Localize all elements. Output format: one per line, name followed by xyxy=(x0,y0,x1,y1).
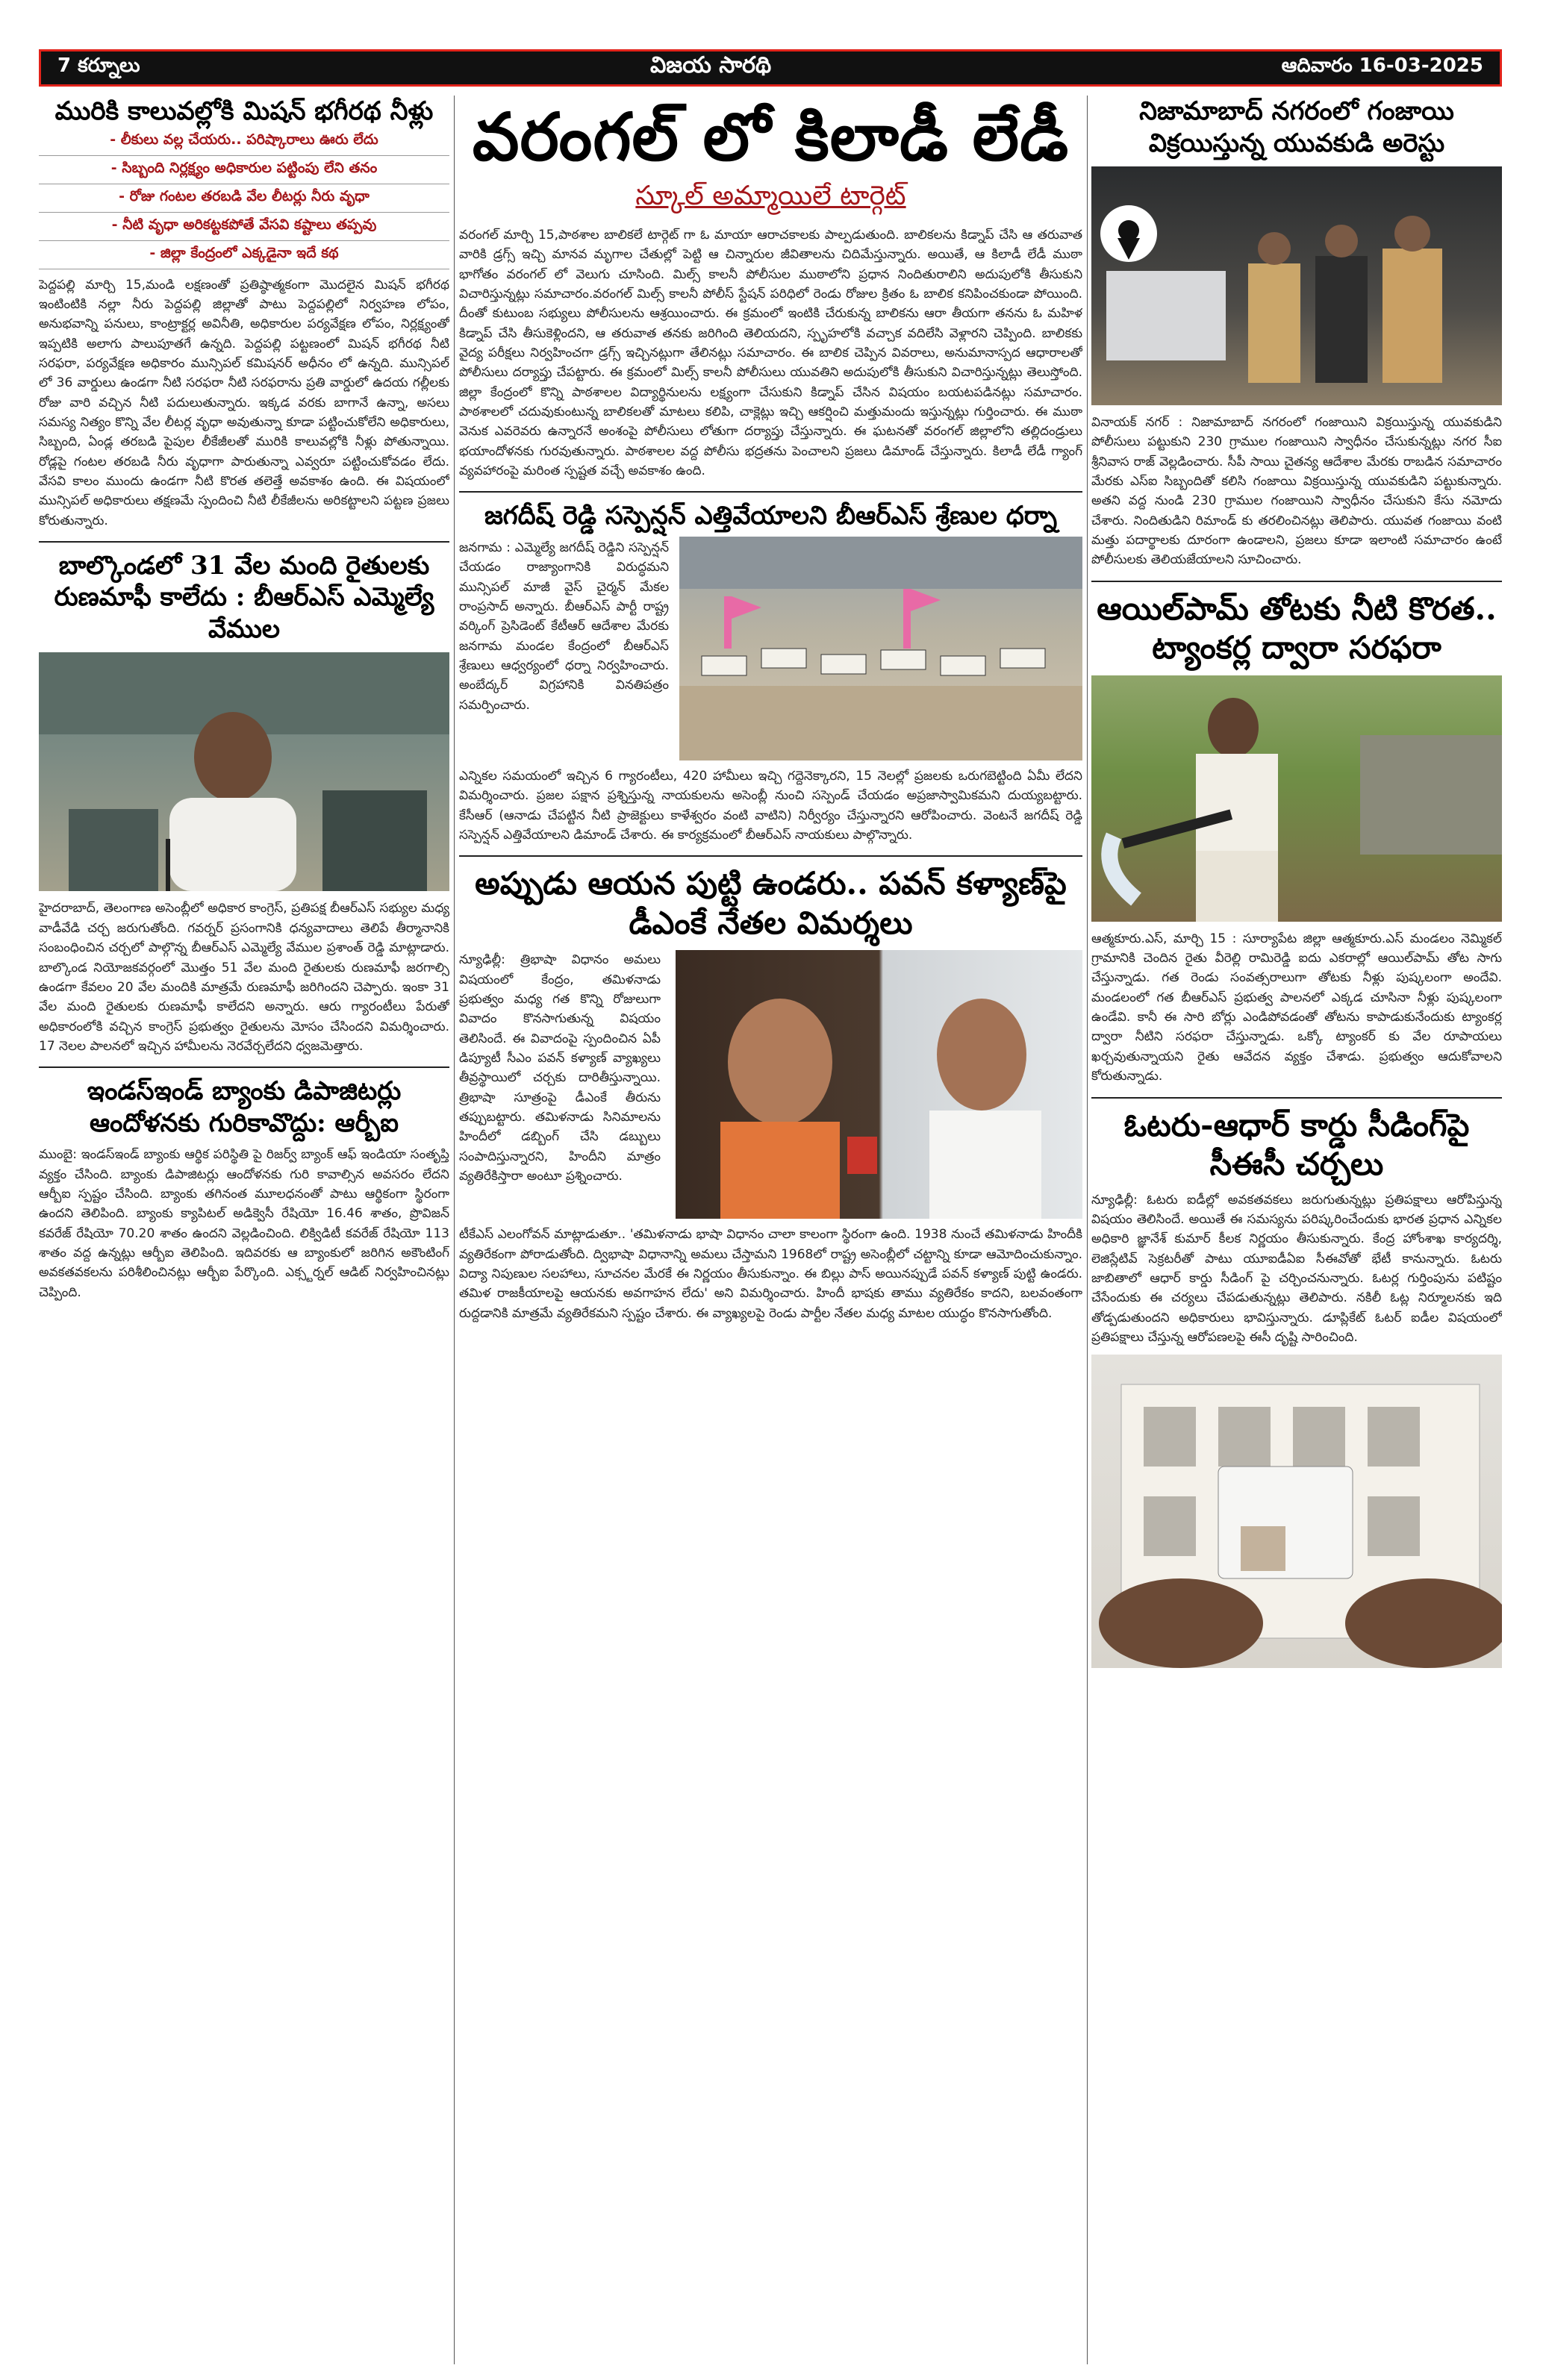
article-body: వినాయక్ నగర్ : నిజామాబాద్ నగరంలో గంజాయిని విక్రయిస్తున్న యువకుడిని పోలీసులు పట్టుకుని 230 గ్రాముల గంజాయిని స్వాధీనం చేసుకున్నట్లు నగర సీఐ శ్రీనివాస రాజ్ వెల్లడించారు. సీపీ సాయి చైతన్య ఆదేశాల మేరకు రాబడిన సమాచారం మేరకు ఎస్ఐ సిబ్బందితో కలిసి గంజాయి విక్రయిస్తున్న యువకుడిని పట్టుకున్నారు. అతని వద్ద నుండి 230 గ్రాముల గంజాయిని స్వాధీనం చేసుకుని కేసు నమోదు చేశారు. నిందితుడిని రిమాండ్ కు తరలించినట్లు తెలిపారు. యువత గంజాయి వంటి మత్తు పదార్థాలకు దూరంగా ఉండాలని, ప్రజలు కూడా ఇలాంటి సమాచారం ఉంటే పోలీసులకు తెలియజేయాలని సూచించారు. xyxy=(1091,415,1502,568)
masthead xyxy=(39,49,1502,87)
article-body: ముంబై: ఇండస్ఇండ్ బ్యాంకు ఆర్థిక పరిస్థితి పై రిజర్వ్ బ్యాంక్ ఆఫ్ ఇండియా సంతృప్తి వ్యక్తం చేసింది. బ్యాంకు డిపాజిటర్లు ఆందోళనకు గురి కావాల్సిన అవసరం లేదని ఆర్బీఐ స్పష్టం చేసింది. బ్యాంకు తగినంత మూలధనంతో పాటు ఆర్థికంగా స్థిరంగా ఉందని తెలిపింది. బ్యాంకు క్యాపిటల్ అడిక్వెసీ రేషియో 16.46 శాతం, ప్రొవిజన్ కవరేజ్ రేషియో 70.20 శాతం ఉందని వెల్లడించింది. లిక్విడిటీ కవరేజ్ రేషియో 113 శాతం వద్ద ఉన్నట్లు ఆర్బీఐ తెలిపింది. ఇదివరకు ఆ బ్యాంకులో జరిగిన అకౌంటింగ్ అవకతవకలను పరిశీలించినట్లు ఆర్బీఐ పేర్కొంది. ఎక్స్టర్నల్ ఆడిట్ నిర్వహించినట్లు చెప్పింది. xyxy=(39,1147,449,1300)
article-bullet: - నీటి వృధా అరికట్టకపోతే వేసవి కష్టాలు తప్పవు xyxy=(39,213,449,241)
article-body: ఆత్మకూరు.ఎస్, మార్చి 15 : సూర్యాపేట జిల్లా ఆత్మకూరు.ఎస్ మండలం నెమ్మికల్ గ్రామానికి చెందిన రైతు వీరెల్లి రామిరెడ్డి ఐదు ఎకరాల్లో ఆయిల్‌పామ్ తోట సాగు చేస్తున్నాడు. గత రెండు సంవత్సరాలుగా తోటకు నీళ్లు పుష్కలంగా అందేవి. మండలంలో గత బీఆర్ఎస్ ప్రభుత్వ పాలనలో ఎక్కడ చూసినా నీళ్లు పుష్కలంగా ఉండేవి. కానీ ఈ సారి బోర్లు ఎండిపోవడంతో తోటను కాపాడుకునేందుకు ట్యాంకర్ల ద్వారా నీటిని సరఫరా చేస్తున్నాడు. ఒక్కో ట్యాంకర్ కు వేల రూపాయలు ఖర్చవుతున్నాయని రైతు ఆవేదన వ్యక్తం చేశాడు. ప్రభుత్వం ఆదుకోవాలని కోరుతున్నాడు. xyxy=(1091,931,1502,1084)
article-headline: ఆయిల్‌పామ్ తోటకు నీటి కొరత.. ట్యాంకర్ల ద్వారా సరఫరా xyxy=(1097,590,1497,666)
lead-subheadline: స్కూల్ అమ్మాయిలే టార్గెట్ xyxy=(635,181,906,211)
article-body: టీకేఎస్ ఎలంగోవన్ మాట్లాడుతూ.. 'తమిళనాడు భాషా విధానం చాలా కాలంగా స్థిరంగా ఉంది. 1938 నుంచే తమిళనాడు హిందీకి వ్యతిరేకంగా పోరాడుతోంది. ద్విభాషా విధానాన్ని అమలు చేస్తామని 1968లో రాష్ట్ర అసెంబ్లీలో చట్టాన్ని కూడా ఆమోదించుకున్నాం. విద్యా నిపుణుల సలహాలు, సూచనల మేరకే ఈ నిర్ణయం తీసుకున్నాం. ఈ బిల్లు పాస్ అయినప్పుడే పవన్ కళ్యాణ్ పుట్టి ఉండరు. తమిళ రాజకీయాలపై ఆయనకు అవగాహన లేదు' అని విమర్శించారు. హిందీ భాషకు తాము వ్యతిరేకం కాదని, బలవంతంగా రుద్దడానికి మాత్రమే వ్యతిరేకమని స్పష్టం చేశారు. ఈ వ్యాఖ్యలపై రెండు పార్టీల నేతల మధ్య మాటల యుద్ధం కొనసాగుతోంది. xyxy=(459,1227,1082,1321)
right-column xyxy=(1091,96,1502,2364)
article-headline: మురికి కాలువల్లోకి మిషన్ భగీరథ నీళ్లు xyxy=(54,96,434,126)
article-headline: ఇండస్ఇండ్ బ్యాంకు డిపాజిటర్లు ఆందోళనకు గురికావొద్దు: ఆర్బీఐ xyxy=(87,1076,402,1138)
assembly-speech-illustration xyxy=(39,652,449,891)
protest-illustration xyxy=(679,537,1082,760)
article-jagadish-reddy-dharna xyxy=(459,500,1082,845)
page-number: 7 కర్నూలు xyxy=(57,54,140,77)
article-voter-aadhaar xyxy=(1091,1106,1502,1669)
column-rule xyxy=(1087,96,1088,2364)
assembly-speech-photo xyxy=(39,652,449,891)
oilpalm-illustration xyxy=(1091,675,1502,922)
article-headline: జగదీష్ రెడ్డి సస్పెన్షన్ ఎత్తివేయాలని బీఆర్ఎస్ శ్రేణుల ధర్నా xyxy=(484,501,1058,531)
article-ganja-arrest xyxy=(1091,96,1502,570)
oilpalm-tanker-photo xyxy=(1091,675,1502,922)
article-indusind-bank xyxy=(39,1075,449,1302)
article-warangal-lady xyxy=(459,96,1082,481)
article-oilpalm xyxy=(1091,590,1502,1087)
article-bullet: - లీకులు వల్ల చేయరు.. పరిష్కారాలు ఊరు లేదు xyxy=(39,128,449,156)
politicians-illustration xyxy=(676,950,1082,1219)
lead-headline: వరంగల్ లో కిలాడీ లేడీ xyxy=(472,98,1070,175)
article-headline: ఓటరు-ఆధార్ కార్డు సీడింగ్‌పై సీఈసీ చర్చలు xyxy=(1123,1106,1470,1182)
article-bullet: - రోజు గంటల తరబడి వేల లీటర్లు నీరు వృధా xyxy=(39,184,449,213)
newspaper-name: విజయ సారథి xyxy=(649,52,772,78)
article-body: పెద్దపల్లి మార్చి 15,మండి లక్షణంతో ప్రతిష్ఠాత్మకంగా మొదలైన మిషన్ భగీరథ ఇంటింటికి నల్లా నీరు పెద్దపల్లి జిల్లాతో పాటు పెద్దపల్లిలో నిర్వహణ లోపం, అనుభవాన్ని పనులు, కాంట్రాక్టర్ల అవినీతి, అధికారుల పర్యవేక్షణ లోపం, నిర్లక్ష్యంతో ఇప్పటికి అలాగు పాలుపూతగే ఉన్నది. పెద్దపల్లి పట్టణంలో మిషన్ భగీరథ నీటి సరఫరా, పర్యవేక్షణ అధికారం మున్సిపల్ కమిషనర్ అధీనం లో ఉన్నది. మున్సిపల్ లో 36 వార్డులు ఉండగా నీటి సరఫరా నీటి సరఫరాను ప్రతి వార్డులో ఉదయ గల్లీలకు రోజు వారి వచ్చిన నీటి పదులుతున్నారు. ఇక్కడ వరకు బాగానే ఉన్నా, అసలు సమస్య నిత్యం కొన్ని వేల లీటర్ల వృధా అవుతున్నా కూడా పట్టించుకోలేని అధికారులు, సిబ్బంది, ఏండ్ల తరబడి పైపుల లీకేజీలతో మురికి కాలువల్లోకి నీళ్లు పోతున్నాయి. రోడ్లపై గంటల తరబడి నీరు వృధాగా పారుతున్నా ఎవ్వరూ పట్టించుకోవడం లేదు. వేసవి కాలం ముందు ఉండగా నీటి కొరత తలెత్తే అవకాశం ఉంది. ఈ విషయంలో మున్సిపల్ అధికారులు తక్షణమే స్పందించి నీటి లీకేజీలను అరికట్టాలని పట్టణ ప్రజలు కోరుతున్నారు. xyxy=(39,277,449,528)
center-column xyxy=(459,96,1082,2364)
article-headline: అప్పుడు ఆయన పుట్టి ఉండరు.. పవన్ కళ్యాణ్‌పై డీఎంకే నేతల విమర్శలు xyxy=(475,865,1067,941)
arrest-police-photo xyxy=(1091,166,1502,405)
aadhaar-voter-card-photo xyxy=(1091,1355,1502,1668)
article-balkonda-loan-waiver xyxy=(39,550,449,1056)
article-pawan-kalyan-dmk xyxy=(459,864,1082,1323)
article-body: ఎన్నికల సమయంలో ఇచ్చిన 6 గ్యారంటీలు, 420 హామీలు ఇచ్చి గద్దెనెక్కారని, 15 నెలల్లో ప్రజలకు ఒరుగబెట్టింది ఏమీ లేదని విమర్శించారు. ప్రజల పక్షాన ప్రశ్నిస్తున్న నాయకులను అసెంబ్లీ నుంచి సస్పెండ్ చేయడం అప్రజాస్వామికమని దుయ్యబట్టారు. కేసీఆర్ (ఆనాడు చేపట్టిన నీటి ప్రాజెక్టులు కాళేశ్వరం వంటి వాటిని) నిర్వీర్యం చేస్తున్నారని ఆరోపించారు. వెంటనే జగదీష్ రెడ్డి సస్పెన్షన్ ఎత్తివేయాలని డిమాండ్ చేశారు. ఈ కార్యక్రమంలో బీఆర్ఎస్ నాయకులు పాల్గొన్నారు. xyxy=(459,768,1082,843)
article-body: జనగామ : ఎమ్మెల్యే జగదీష్ రెడ్డిని సస్పెన్షన్ చేయడం రాజ్యాంగానికి విరుద్ధమని మున్సిపల్ మాజీ వైస్ చైర్మన్ మేకల రాంప్రసాద్ అన్నారు. బీఆర్ఎస్ పార్టీ రాష్ట్ర వర్కింగ్ ప్రెసిడెంట్ కేటీఆర్ ఆదేశాల మేరకు జనగామ మండల కేంద్రంలో బీఆర్ఎస్ శ్రేణులు ఆధ్వర్యంలో ధర్నా నిర్వహించారు. అంబేద్కర్ విగ్రహానికి వినతిపత్రం సమర్పించారు. xyxy=(459,540,669,713)
issue-date: ఆదివారం 16-03-2025 xyxy=(1281,54,1483,77)
column-rule xyxy=(454,96,455,2364)
article-body: హైదరాబాద్, తెలంగాణ అసెంబ్లీలో అధికార కాంగ్రెస్, ప్రతిపక్ష బీఆర్ఎస్ సభ్యుల మధ్య వాడీవేడి చర్చ జరుగుతోంది. గవర్నర్ ప్రసంగానికి ధన్యవాదాలు తెలిపే తీర్మానానికి సంబంధించిన చర్చలో పాల్గొన్న బీఆర్ఎస్ ఎమ్మెల్యే వేముల ప్రశాంత్ రెడ్డి మాట్లాడారు. బాల్కొండ నియోజకవర్గంలో మొత్తం 51 వేల మంది రైతులకు రుణమాఫీ జరగాల్సి ఉండగా కేవలం 20 వేల మందికి మాత్రమే రుణమాఫీ జరిగిందని చెప్పారు. ఇంకా 31 వేల మంది రైతులకు రుణమాఫీ కాలేదని అన్నారు. ఆరు గ్యారంటీలు పేరుతో అధికారంలోకి వచ్చిన కాంగ్రెస్ ప్రభుత్వం రైతులను మోసం చేసిందని విమర్శించారు. 17 నెలల పాలనలో ఇచ్చిన హామీలను నెరవేర్చలేదని ధ్వజమెత్తారు. xyxy=(39,901,449,1054)
protest-dharna-photo xyxy=(679,537,1082,760)
arrest-illustration xyxy=(1091,166,1502,405)
article-body: న్యూఢిల్లీ: త్రిభాషా విధానం అమలు విషయంలో కేంద్రం, తమిళనాడు ప్రభుత్వం మధ్య గత కొన్ని రోజులుగా వివాదం కొనసాగుతున్న విషయం తెలిసిందే. ఈ వివాదంపై స్పందించిన ఏపీ డిప్యూటీ సీఎం పవన్ కళ్యాణ్ వ్యాఖ్యలు తీవ్రస్థాయిలో చర్చకు దారితీస్తున్నాయి. త్రిభాషా సూత్రంపై డీఎంకే తీరును తప్పుబట్టారు. తమిళనాడు సినిమాలను హిందీలో డబ్బింగ్ చేసి డబ్బులు సంపాదిస్తున్నారని, హిందీని మాత్రం వ్యతిరేకిస్తారా అంటూ ప్రశ్నించారు. xyxy=(459,952,661,1184)
left-column xyxy=(39,96,449,2364)
article-mission-bhagiratha xyxy=(39,96,449,531)
article-body: వరంగల్ మార్చి 15,పాఠశాల బాలికలే టార్గెట్ గా ఓ మాయా ఆరాచకాలకు పాల్పడుతుంది. బాలికలను కిడ్నాప్ చేసి ఆ తరువాత వారికి డ్రగ్స్ ఇచ్చి మానవ మృగాల చేతుల్లో పెట్టి ఆ చిన్నారుల జీవితాలను చిదిమేస్తున్నారు. అయితే, ఆ కిలాడీ లేడీ ముఠా భాగోతం వరంగల్ లో వెలుగు చూసింది. మిల్స్ కాలనీ పోలీసుల ముఠాలోని ప్రధాన నిందితురాలిని అదుపులోకి తీసుకుని విచారిస్తున్నట్లు సమాచారం.వరంగల్ మిల్స్ కాలనీ పోలీస్ స్టేషన్ పరిధిలో రెండు రోజుల క్రితం ఓ బాలిక కనిపించకుండా పోయింది. దీంతో కుటుంబ సభ్యులు పోలీసులను ఆశ్రయించారు. ఈ క్రమంలో ఇంటికి చేరుకున్న బాలికను ఆరా తీయగా తనను ఓ మహిళ కిడ్నాప్ చేసి తీసుకెళ్లిందని, ఆ తరువాత తనకు జరిగింది తెలియదని, స్పృహలోకి వచ్చాక వదిలేసి వెళ్లారని చెప్పింది. బాలికకు వైద్య పరీక్షలు నిర్వహించగా డ్రగ్స్ ఇచ్చినట్లుగా తేలినట్లు సమాచారం. ఈ బాలిక చెప్పిన వివరాలు, అనుమానాస్పద ఆధారాలతో పోలీసులు దర్యాప్తు చేపట్టారు. ఈ క్రమంలో మిల్స్ కాలనీ పోలీసులు యువతిని అదుపులోకి తీసుకుని విచారిస్తున్నట్లు తెలుస్తోంది. జిల్లా కేంద్రంలో కొన్ని పాఠశాలల విద్యార్థినులను లక్ష్యంగా చేసుకుని కిడ్నాప్ చేసిన విషయం బయటపడినట్లు సమాచారం. పాఠశాలలో చదువుకుంటున్న బాలికలతో మాటలు కలిపి, చాక్లెట్లు ఇచ్చి ఆకర్షించి మత్తుమందు ఇస్తున్నట్లు గుర్తించారు. ఈ ముఠా వెనుక ఎవరెవరు ఉన్నారనే అంశంపై పోలీసులు లోతుగా దర్యాప్తు చేస్తున్నారు. ఈ ఘటనతో వరంగల్ జిల్లాలోని తల్లిదండ్రులు భయాందోళనకు గురవుతున్నారు. పాఠశాలల వద్ద పోలీసు భద్రతను పెంచాలని ప్రజలు డిమాండ్ చేస్తున్నారు. కిలాడీ లేడీ గ్యాంగ్ వ్యవహారంపై మరింత స్పష్టత వచ్చే అవకాశం ఉంది. xyxy=(459,228,1082,479)
article-body: న్యూఢిల్లీ: ఓటరు ఐడీల్లో అవకతవకలు జరుగుతున్నట్లు ప్రతిపక్షాలు ఆరోపిస్తున్న విషయం తెలిసిందే. అయితే ఈ సమస్యను పరిష్కరించేందుకు భారత ప్రధాన ఎన్నికల అధికారి జ్ఞానేశ్ కుమార్ కీలక నిర్ణయం తీసుకున్నారు. కేంద్ర హోంశాఖ కార్యదర్శి, లెజిస్లేటివ్ సెక్రటరీతో పాటు యూఐడీఏఐ సీఈవోతో భేటీ కానున్నారు. ఓటరు జాబితాలో ఆధార్ కార్డు సీడింగ్ పై చర్చించనున్నారు. ఓటర్ల గుర్తింపును పటిష్టం చేసేందుకు ఈ చర్యలు చేపడుతున్నట్లు తెలిపారు. నకిలీ ఓట్ల నిర్మూలనకు ఇది తోడ్పడుతుందని అధికారులు భావిస్తున్నారు. డూప్లికేట్ ఓటర్ ఐడీల విషయంలో ప్రతిపక్షాలు చేస్తున్న ఆరోపణలపై ఈసీ దృష్టి సారించింది. xyxy=(1091,1192,1502,1345)
pawan-kalyan-stalin-photo xyxy=(676,950,1082,1219)
article-headline: నిజామాబాద్ నగరంలో గంజాయి విక్రయిస్తున్న యువకుడి అరెస్టు xyxy=(1139,96,1454,158)
article-bullet: - జిల్లా కేంద్రంలో ఎక్కడైనా ఇదే కథ xyxy=(39,241,449,269)
article-headline: బాల్కొండలో 31 వేల మంది రైతులకు రుణమాఫీ కాలేదు : బీఆర్ఎస్ ఎమ్మెల్యే వేముల xyxy=(54,550,434,644)
article-bullet: - సిబ్బంది నిర్లక్ష్యం అధికారుల పట్టింపు లేని తనం xyxy=(39,156,449,184)
aadhaar-illustration xyxy=(1091,1355,1502,1668)
